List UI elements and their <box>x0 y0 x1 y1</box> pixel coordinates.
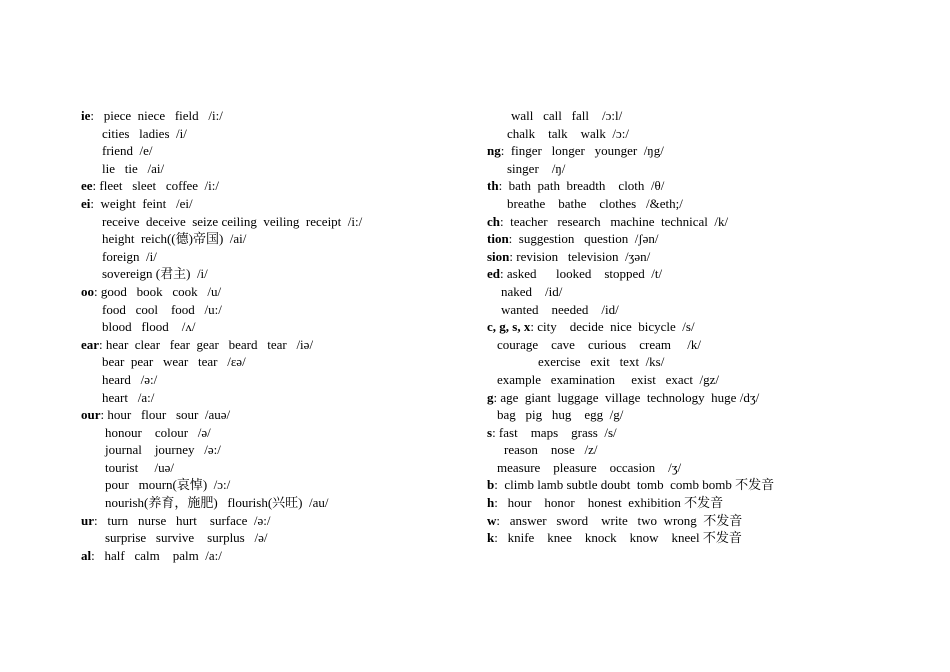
phonics-line <box>487 459 927 477</box>
example-words: receive deceive seize ceiling veiling receipt /i:/ <box>102 213 363 229</box>
phonics-line <box>487 160 927 178</box>
phonics-line <box>81 248 471 266</box>
letter-pattern: ie <box>81 108 91 123</box>
example-words: : answer sword write two wrong 不发音 <box>496 512 743 528</box>
phonics-line <box>487 512 927 530</box>
example-words: heart /a:/ <box>102 389 155 405</box>
letter-pattern: ch <box>487 213 500 229</box>
phonics-line <box>81 371 471 389</box>
example-words: : turn nurse hurt surface /ə:/ <box>94 512 271 528</box>
letter-pattern: b <box>487 477 495 493</box>
letter-pattern: oo <box>81 283 94 299</box>
example-words: example examination exist exact /gz/ <box>497 371 720 387</box>
example-words: breathe bathe clothes /&eth;/ <box>507 195 683 211</box>
phonics-line <box>81 142 471 160</box>
phonics-line <box>487 476 927 494</box>
example-words: foreign /i/ <box>102 248 157 264</box>
example-words: : hour honor honest exhibition 不发音 <box>494 495 724 511</box>
phonics-line <box>81 441 471 459</box>
phonics-line <box>487 213 927 231</box>
phonics-line <box>81 213 471 231</box>
example-words: naked /id/ <box>501 283 563 299</box>
letter-pattern: al <box>81 547 92 563</box>
phonics-line <box>81 230 471 248</box>
phonics-line <box>487 248 927 266</box>
phonics-line <box>81 283 471 301</box>
example-words: measure pleasure occasion /ʒ/ <box>497 459 682 475</box>
letter-pattern: s <box>487 424 493 440</box>
example-words: wall call fall /ɔ:l/ <box>511 108 623 123</box>
phonics-line <box>81 125 471 143</box>
phonics-line <box>487 494 927 512</box>
phonics-line <box>81 406 471 424</box>
example-words: : half calm palm /a:/ <box>91 547 222 563</box>
example-words: : hear clear fear gear beard tear /iə/ <box>99 336 314 352</box>
example-words: tourist /uə/ <box>105 459 174 475</box>
phonics-line <box>81 459 471 477</box>
example-words: reason nose /z/ <box>504 442 598 458</box>
example-words: : climb lamb subtle doubt tomb comb bomb 不发音 <box>494 477 775 493</box>
letter-pattern: tion <box>487 231 509 247</box>
phonics-line <box>487 142 927 160</box>
phonics-line <box>487 406 927 424</box>
phonics-line <box>81 177 471 195</box>
phonics-line <box>81 160 471 178</box>
example-words: height reich((德)帝国) /ai/ <box>102 231 247 247</box>
phonics-line <box>81 353 471 371</box>
example-words: bag pig hug egg /g/ <box>497 407 624 423</box>
letter-pattern: th <box>487 178 499 194</box>
example-words: : good book cook /u/ <box>94 283 222 299</box>
example-words: bear pear wear tear /ɛə/ <box>102 354 246 370</box>
phonics-line <box>81 318 471 336</box>
example-words: friend /e/ <box>102 143 153 159</box>
example-words: : teacher research machine technical /k/ <box>500 213 729 229</box>
phonics-line <box>487 529 927 547</box>
phonics-line <box>487 371 927 389</box>
example-words: pour mourn(哀悼) /ɔ:/ <box>105 477 231 493</box>
phonics-line <box>81 494 471 512</box>
letter-pattern: ear <box>81 336 100 352</box>
phonics-line <box>81 512 471 530</box>
letter-pattern: g <box>487 389 494 405</box>
letter-pattern: our <box>81 407 101 423</box>
example-words: : revision television /ʒən/ <box>509 248 651 264</box>
phonics-line <box>487 318 927 336</box>
example-words: : piece niece field /i:/ <box>90 108 223 123</box>
phonics-line <box>487 283 927 301</box>
phonics-line <box>487 107 927 125</box>
phonics-line <box>81 424 471 442</box>
phonics-line <box>487 353 927 371</box>
example-words: exercise exit text /ks/ <box>538 354 665 370</box>
phonics-line <box>487 265 927 283</box>
phonics-line <box>487 177 927 195</box>
example-words: heard /ə:/ <box>102 371 158 387</box>
example-words: : hour flour sour /auə/ <box>100 407 231 423</box>
letter-pattern: ur <box>81 512 94 528</box>
example-words: singer /ŋ/ <box>507 160 566 176</box>
letter-pattern: h <box>487 495 495 511</box>
example-words: : age giant luggage village technology huge /dʒ/ <box>493 389 760 405</box>
example-words: wanted needed /id/ <box>501 301 619 317</box>
example-words: : knife knee knock know kneel 不发音 <box>494 530 742 546</box>
example-words: : fleet sleet coffee /i:/ <box>92 178 220 194</box>
letter-pattern: sion <box>487 248 510 264</box>
phonics-line <box>487 389 927 407</box>
letter-pattern: ed <box>487 266 500 282</box>
left-column <box>81 107 471 564</box>
phonics-line <box>487 424 927 442</box>
phonics-line <box>81 301 471 319</box>
phonics-line <box>487 441 927 459</box>
letter-pattern: ee <box>81 178 93 194</box>
example-words: : fast maps grass /s/ <box>492 424 617 440</box>
right-column <box>487 107 927 547</box>
phonics-line <box>81 389 471 407</box>
example-words: : asked looked stopped /t/ <box>500 266 663 282</box>
example-words: cities ladies /i/ <box>102 125 187 141</box>
example-words: blood flood /ʌ/ <box>102 319 196 335</box>
example-words: nourish(养育，施肥) flourish(兴旺) /au/ <box>105 495 329 511</box>
phonics-line <box>487 195 927 213</box>
example-words: lie tie /ai/ <box>102 160 165 176</box>
phonics-line <box>487 301 927 319</box>
phonics-line <box>81 107 471 125</box>
example-words: : bath path breadth cloth /θ/ <box>498 178 665 194</box>
phonics-line <box>81 547 471 565</box>
example-words: : finger longer younger /ŋg/ <box>500 143 664 159</box>
phonics-line <box>487 230 927 248</box>
letter-pattern: ei <box>81 195 91 211</box>
example-words: honour colour /ə/ <box>105 424 211 440</box>
example-words: journal journey /ə:/ <box>105 442 221 458</box>
example-words: chalk talk walk /ɔ:/ <box>507 125 630 141</box>
phonics-line <box>81 476 471 494</box>
example-words: food cool food /u:/ <box>102 301 222 317</box>
example-words: sovereign (君主) /i/ <box>102 266 208 282</box>
phonics-line <box>81 336 471 354</box>
phonics-line <box>81 195 471 213</box>
letter-pattern: k <box>487 530 495 546</box>
letter-pattern: c, g, s, x <box>487 319 531 335</box>
letter-pattern: ng <box>487 143 501 159</box>
letter-pattern: w <box>487 512 497 528</box>
example-words: : weight feint /ei/ <box>90 195 193 211</box>
example-words: : suggestion question /ʃən/ <box>508 231 659 247</box>
phonics-line <box>81 265 471 283</box>
example-words: : city decide nice bicycle /s/ <box>530 319 695 335</box>
phonics-line <box>487 336 927 354</box>
phonics-line <box>81 529 471 547</box>
example-words: surprise survive surplus /ə/ <box>105 530 268 546</box>
example-words: courage cave curious cream /k/ <box>497 336 701 352</box>
phonics-line <box>487 125 927 143</box>
